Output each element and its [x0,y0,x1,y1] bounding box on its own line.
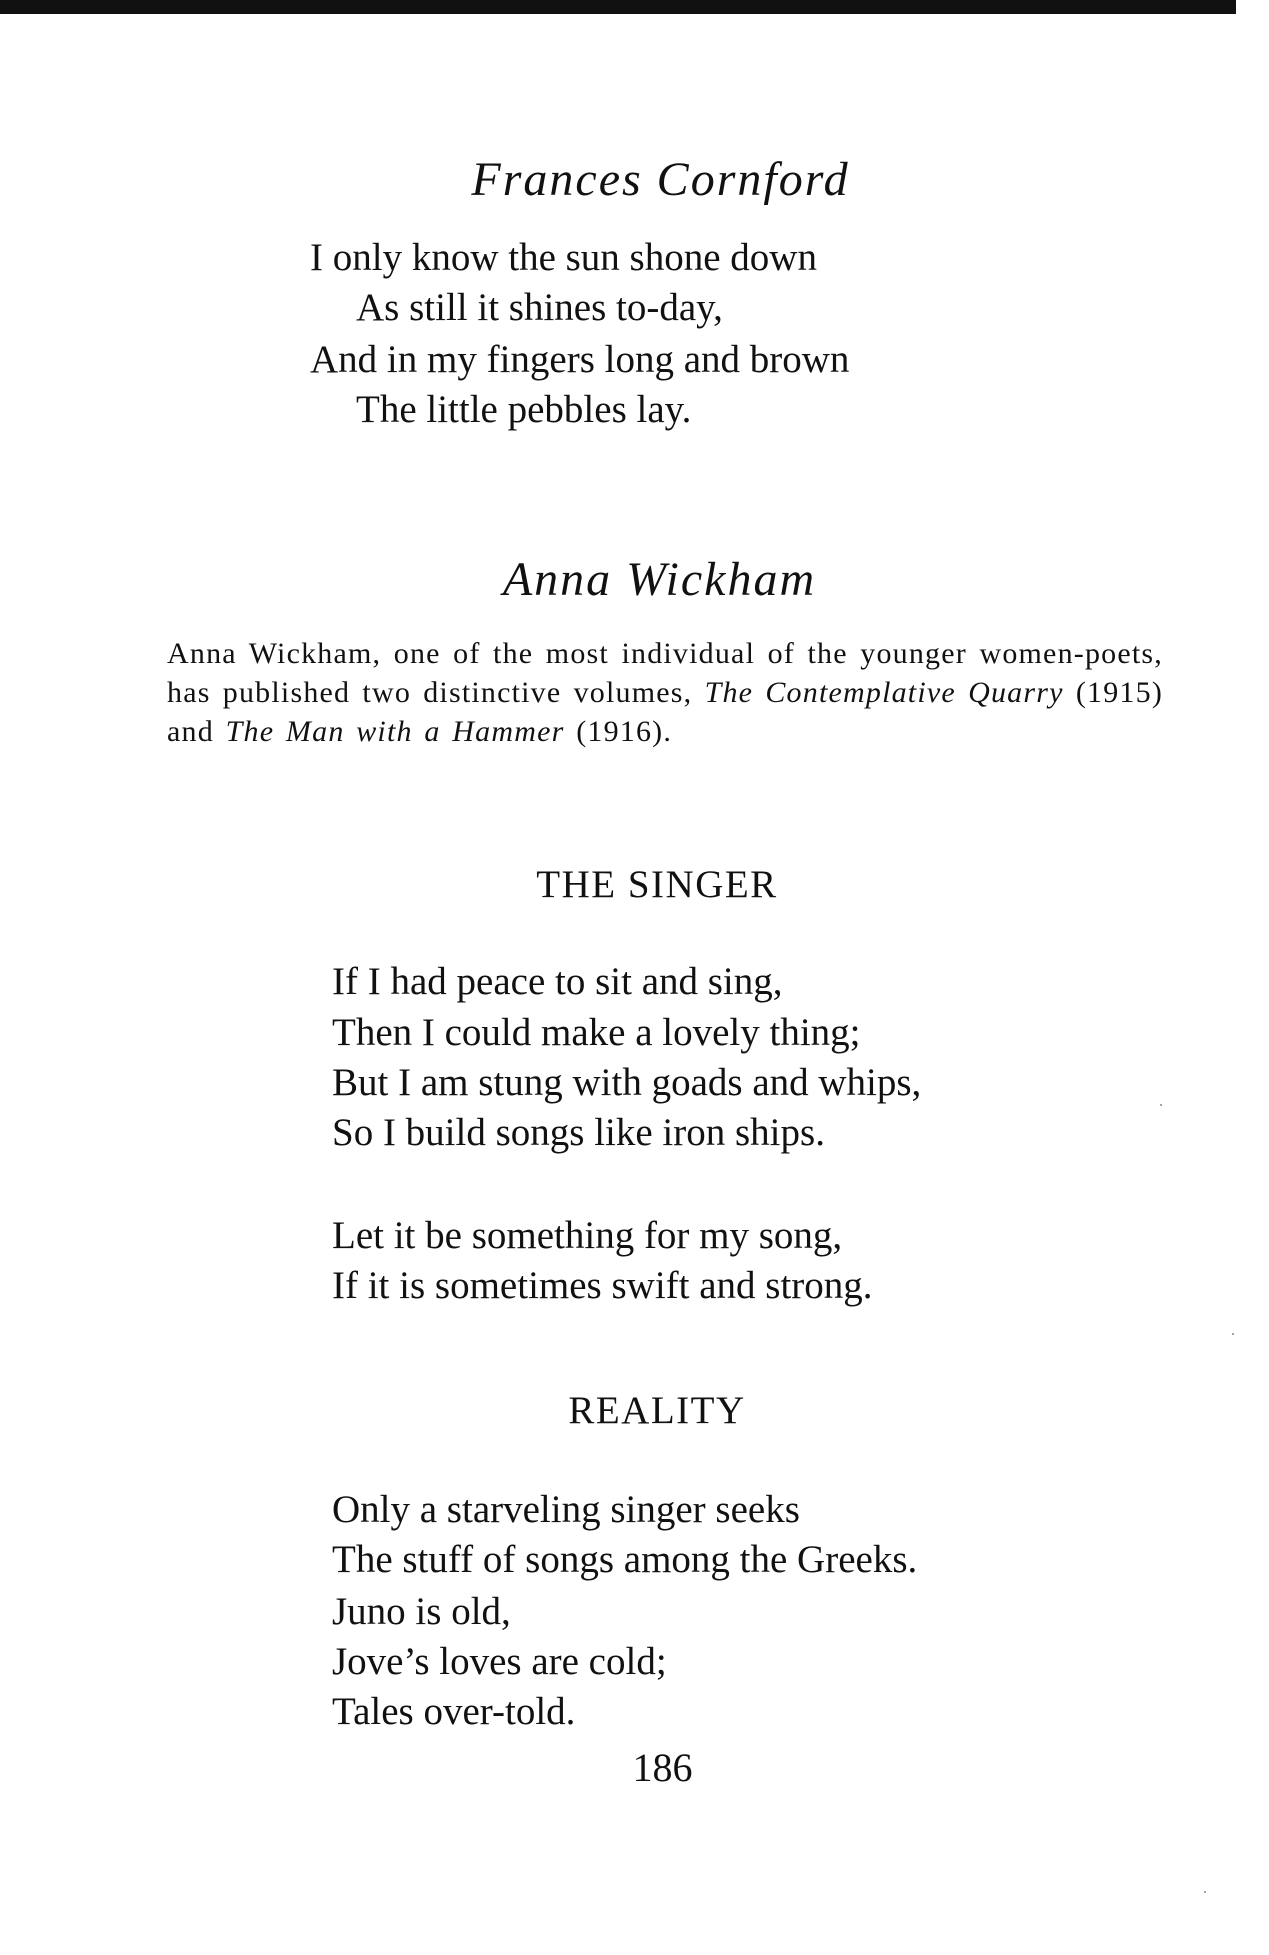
page-number: 186 [632,1745,693,1790]
poem-title-reality: REALITY [568,1389,746,1432]
poem-title-singer: THE SINGER [536,863,778,906]
bio-text: Anna Wickham, one of the most individual of the younger women-poets, has published two distinctive volumes, [167,637,1163,709]
verse-line: Juno is old, [332,1590,511,1633]
bio-text: (1915) and [167,676,1164,748]
scan-speck [1204,1891,1206,1893]
author-heading-cornford: Frances Cornford [471,153,850,206]
verse-line: The stuff of songs among the Greeks. [332,1538,918,1581]
scan-speck [1160,1104,1162,1106]
author-bio [167,634,1163,751]
verse-line: And in my fingers long and brown [310,338,850,381]
author-heading-wickham: Anna Wickham [502,553,817,606]
verse-line: But I am stung with goads and whips, [332,1061,922,1104]
verse-line: Only a starveling singer seeks [332,1488,800,1531]
verse-line: Let it be something for my song, [332,1214,843,1257]
verse-line: Tales over-told. [332,1690,576,1733]
verse-line: As still it shines to-day, [356,286,723,329]
top-rule [0,0,1236,14]
scan-speck [1232,1333,1234,1335]
verse-line: If it is sometimes swift and strong. [332,1264,873,1307]
verse-line: If I had peace to sit and sing, [332,960,783,1003]
bio-book-title: The Man with a Hammer [225,715,565,748]
verse-line: Jove’s loves are cold; [332,1640,667,1683]
verse-line: I only know the sun shone down [310,236,817,279]
verse-line: Then I could make a lovely thing; [332,1011,861,1054]
verse-line: So I build songs like iron ships. [332,1111,825,1154]
bio-book-title: The Contemplative Quarry [704,676,1064,709]
verse-line: The little pebbles lay. [356,388,692,431]
bio-text: (1916). [576,715,673,748]
